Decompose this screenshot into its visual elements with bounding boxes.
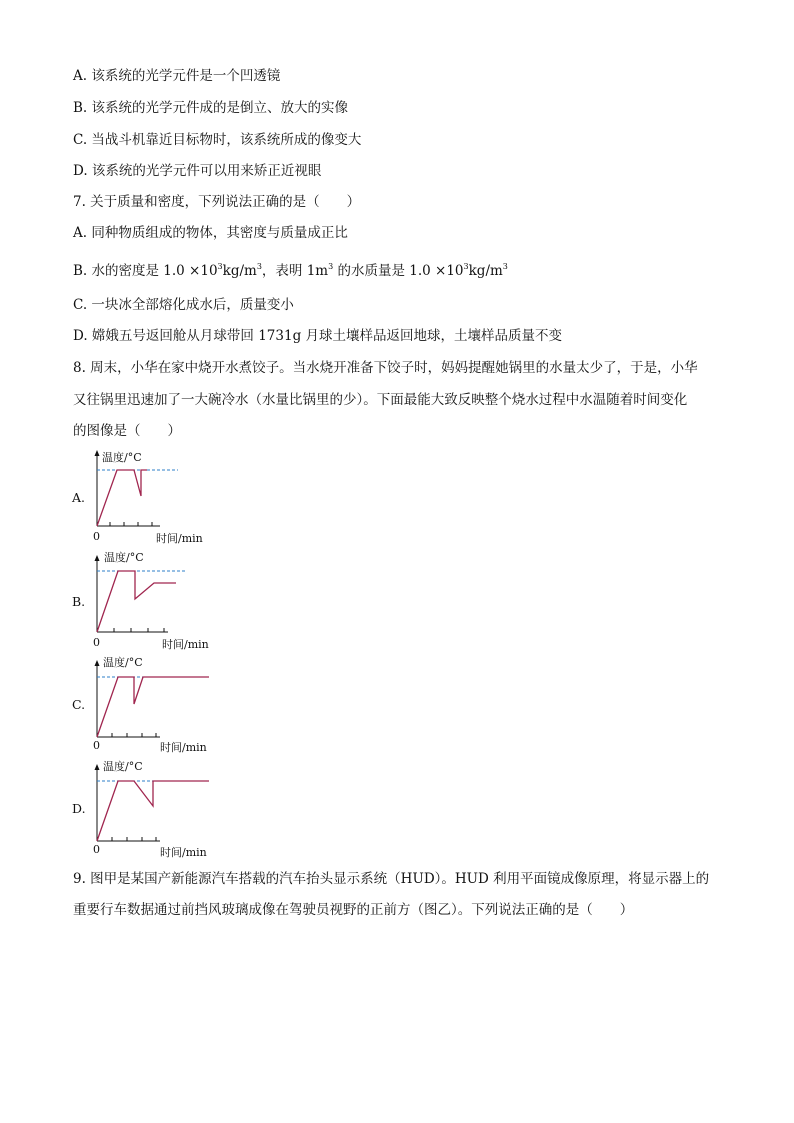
y-axis-label: 温度/°C: [103, 656, 143, 669]
q8-graph-a: [90, 450, 230, 550]
x-axis-label: 时间/min: [156, 532, 203, 545]
q8-graph-d-letter: D.: [72, 801, 86, 816]
q7-option-c: C. 一块冰全部熔化成水后，质量变小: [73, 297, 294, 313]
q7-option-d: D. 嫦娥五号返回舱从月球带回 1731g 月球土壤样品返回地球，土壤样品质量不变: [73, 328, 563, 344]
q7-option-a: A. 同种物质组成的物体，其密度与质量成正比: [73, 225, 348, 241]
q7-b-exp3: 3: [328, 262, 334, 271]
q7-b-exp5: 3: [502, 262, 508, 271]
q8-stem-line2: 又往锅里迅速加了一大碗冷水（水量比锅里的少）。下面最能大致反映整个烧水过程中水温随着时间变化: [73, 392, 688, 408]
x-axis-label: 时间/min: [160, 741, 207, 754]
y-axis-label: 温度/°C: [103, 760, 143, 773]
q7-b-part1: B. 水的密度是 1.0 ×10: [73, 263, 218, 279]
x-axis-label: 时间/min: [162, 638, 209, 651]
q6-option-d: D. 该系统的光学元件可以用来矫正近视眼: [73, 163, 322, 179]
q8-graph-c: [90, 653, 230, 753]
y-axis-arrow: [95, 450, 100, 456]
temperature-curve: [97, 677, 209, 737]
q8-graph-b: [90, 550, 230, 650]
temperature-curve: [97, 470, 147, 526]
q7-b-part4: 的水质量是 1.0 ×10: [333, 263, 464, 279]
temperature-curve: [97, 781, 209, 841]
x-axis-label: 时间/min: [160, 846, 207, 859]
q7-b-exp4: 3: [463, 262, 469, 271]
q8-stem-line3: 的图像是（ ）: [73, 423, 181, 439]
y-axis-arrow: [95, 555, 100, 561]
y-axis-label: 温度/°C: [102, 451, 142, 464]
origin-label: 0: [93, 636, 100, 649]
q8-graph-a-letter: A.: [72, 490, 86, 505]
y-axis-arrow: [95, 660, 100, 666]
temperature-curve: [97, 571, 176, 632]
origin-label: 0: [93, 739, 100, 752]
q7-stem: 7. 关于质量和密度，下列说法正确的是（ ）: [73, 194, 361, 210]
origin-label: 0: [93, 530, 100, 543]
q6-option-c: C. 当战斗机靠近目标物时，该系统所成的像变大: [73, 132, 362, 148]
q9-stem-line1: 9. 图甲是某国产新能源汽车搭载的汽车抬头显示系统（HUD）。HUD 利用平面镜成像原理，将显示器上的: [73, 871, 710, 887]
q8-graph-c-letter: C.: [72, 697, 86, 712]
q7-b-part2: kg/m: [222, 263, 257, 279]
y-axis-label: 温度/°C: [104, 551, 144, 564]
q7-option-b: [73, 262, 508, 280]
q8-graph-b-letter: B.: [72, 594, 86, 609]
q7-b-exp1: 3: [217, 262, 223, 271]
q6-option-a: A. 该系统的光学元件是一个凹透镜: [73, 68, 281, 84]
q6-option-b: B. 该系统的光学元件成的是倒立、放大的实像: [73, 100, 349, 116]
y-axis-arrow: [95, 764, 100, 770]
q7-b-part5: kg/m: [468, 263, 503, 279]
q8-graph-d: [90, 757, 230, 857]
q8-stem-line1: 8. 周末，小华在家中烧开水煮饺子。当水烧开准备下饺子时，妈妈提醒她锅里的水量太少了，于是，小华: [73, 360, 698, 376]
q9-stem-line2: 重要行车数据通过前挡风玻璃成像在驾驶员视野的正前方（图乙）。下列说法正确的是（ ）: [73, 902, 634, 918]
q7-b-part3: ，表明 1m: [261, 263, 329, 279]
q7-b-exp2: 3: [256, 262, 262, 271]
origin-label: 0: [93, 843, 100, 856]
